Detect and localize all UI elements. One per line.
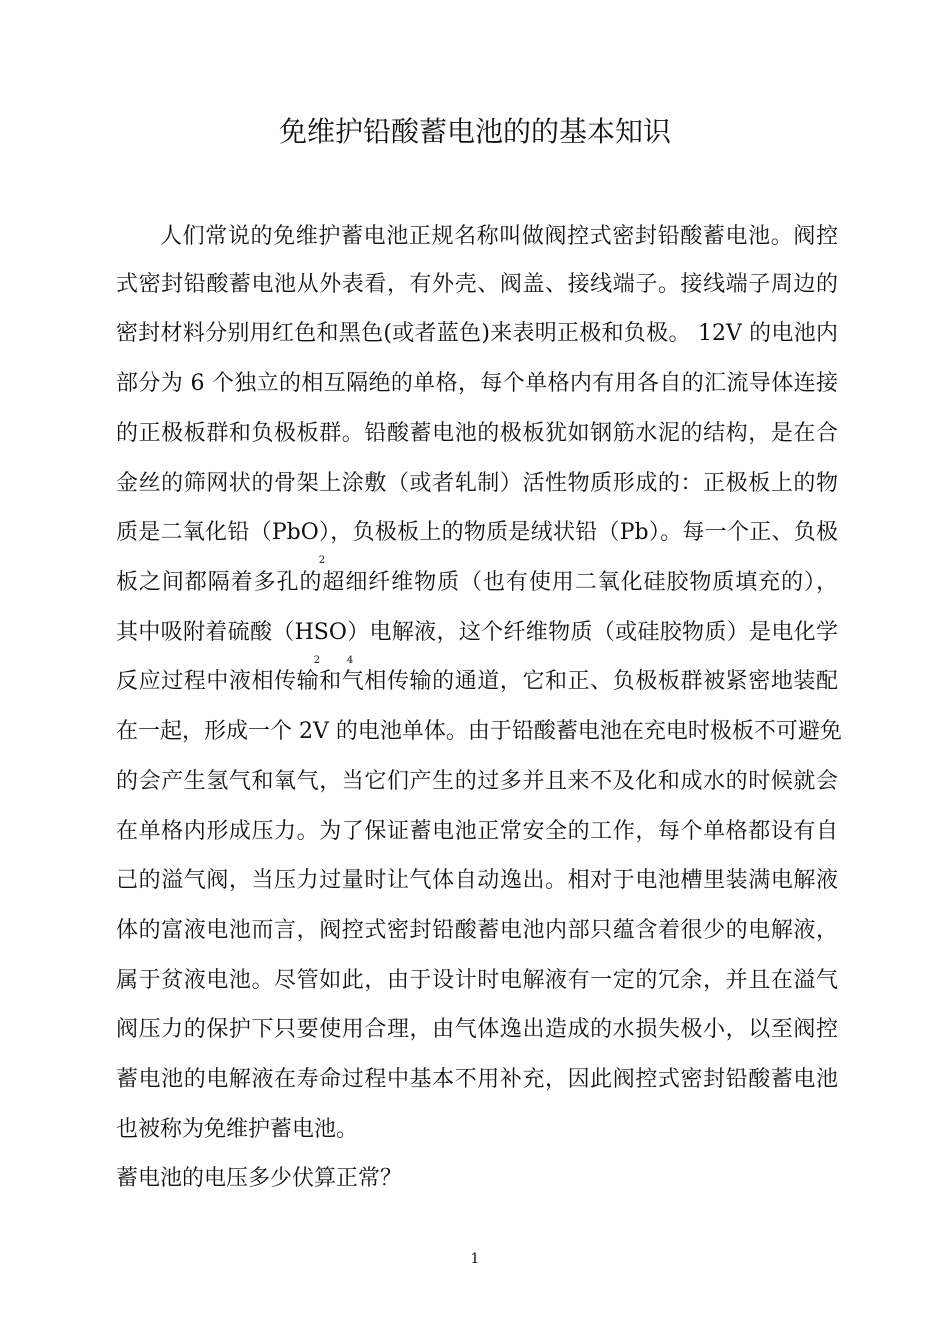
paragraph-line: 蓄电池的电解液在寿命过程中基本不用补充，因此阀控式密封铅酸蓄电池	[116, 1067, 838, 1092]
paragraph-line: 在单格内形成压力。为了保证蓄电池正常安全的工作，每个单格都设有自	[116, 819, 838, 844]
paragraph-line: 式密封铅酸蓄电池从外表看，有外壳、阀盖、接线端子。接线端子周边的	[116, 272, 838, 297]
paragraph-line: 板之间都隔着多孔的超细纤维物质（也有使用二氧化硅胶物质填充的），	[116, 570, 838, 595]
line-text: SO	[313, 620, 347, 645]
paragraph-line-h2so4: 其中吸附着硫酸（H2SO4）电解液，这个纤维物质（或硅胶物质）是电化学	[116, 620, 838, 666]
paragraph-line: 在一起，形成一个 2V 的电池单体。由于铅酸蓄电池在充电时极板不可避免	[116, 719, 842, 744]
paragraph-line: 也被称为免维护蓄电池。	[116, 1117, 359, 1142]
paragraph-line: 人们常说的免维护蓄电池正规名称叫做阀控式密封铅酸蓄电池。阀控	[160, 224, 838, 249]
document-title: 免维护铅酸蓄电池的的基本知识	[278, 115, 671, 148]
paragraph-line: 体的富液电池而言，阀控式密封铅酸蓄电池内部只蕴含着很少的电解液，	[116, 918, 838, 943]
paragraph-line: 己的溢气阀，当压力过量时让气体自动逸出。相对于电池槽里装满电解液	[116, 868, 838, 893]
paragraph-line: 属于贫液电池。尽管如此，由于设计时电解液有一定的冗余，并且在溢气	[116, 968, 838, 993]
paragraph-line: 密封材料分别用红色和黑色(或者蓝色)来表明正极和负极。 12V 的电池内	[116, 321, 838, 346]
paragraph-line: 的正极板群和负极板群。铅酸蓄电池的极板犹如钢筋水泥的结构，是在合	[116, 421, 838, 446]
line-text: 其中吸附着硫酸（H	[116, 620, 314, 645]
paragraph-line: 部分为 6 个独立的相互隔绝的单格，每个单格内有用各自的汇流导体连接	[116, 371, 838, 396]
line-text: 质是二氧化铅（PbO	[116, 520, 319, 545]
paragraph-line: 金丝的筛网状的骨架上涂敷（或者轧制）活性物质形成的：正极板上的物	[116, 471, 838, 496]
page-number: 1	[470, 1251, 480, 1267]
line-text: ），负极板上的物质是绒状铅（Pb）。每一个正、负极	[318, 520, 838, 545]
paragraph-line: 反应过程中液相传输和气相传输的通道，它和正、负极板群被紧密地装配	[116, 669, 838, 694]
line-text: ）电解液，这个纤维物质（或硅胶物质）是电化学	[346, 620, 838, 645]
paragraph-line-pbo2: 质是二氧化铅（PbO2），负极板上的物质是绒状铅（Pb）。每一个正、负极	[116, 520, 838, 566]
question-heading: 蓄电池的电压多少伏算正常？	[116, 1166, 403, 1191]
paragraph-line: 阀压力的保护下只要使用合理，由气体逸出造成的水损失极小，以至阀控	[116, 1017, 838, 1042]
paragraph-line: 的会产生氢气和氧气，当它们产生的过多并且来不及化和成水的时候就会	[116, 769, 838, 794]
